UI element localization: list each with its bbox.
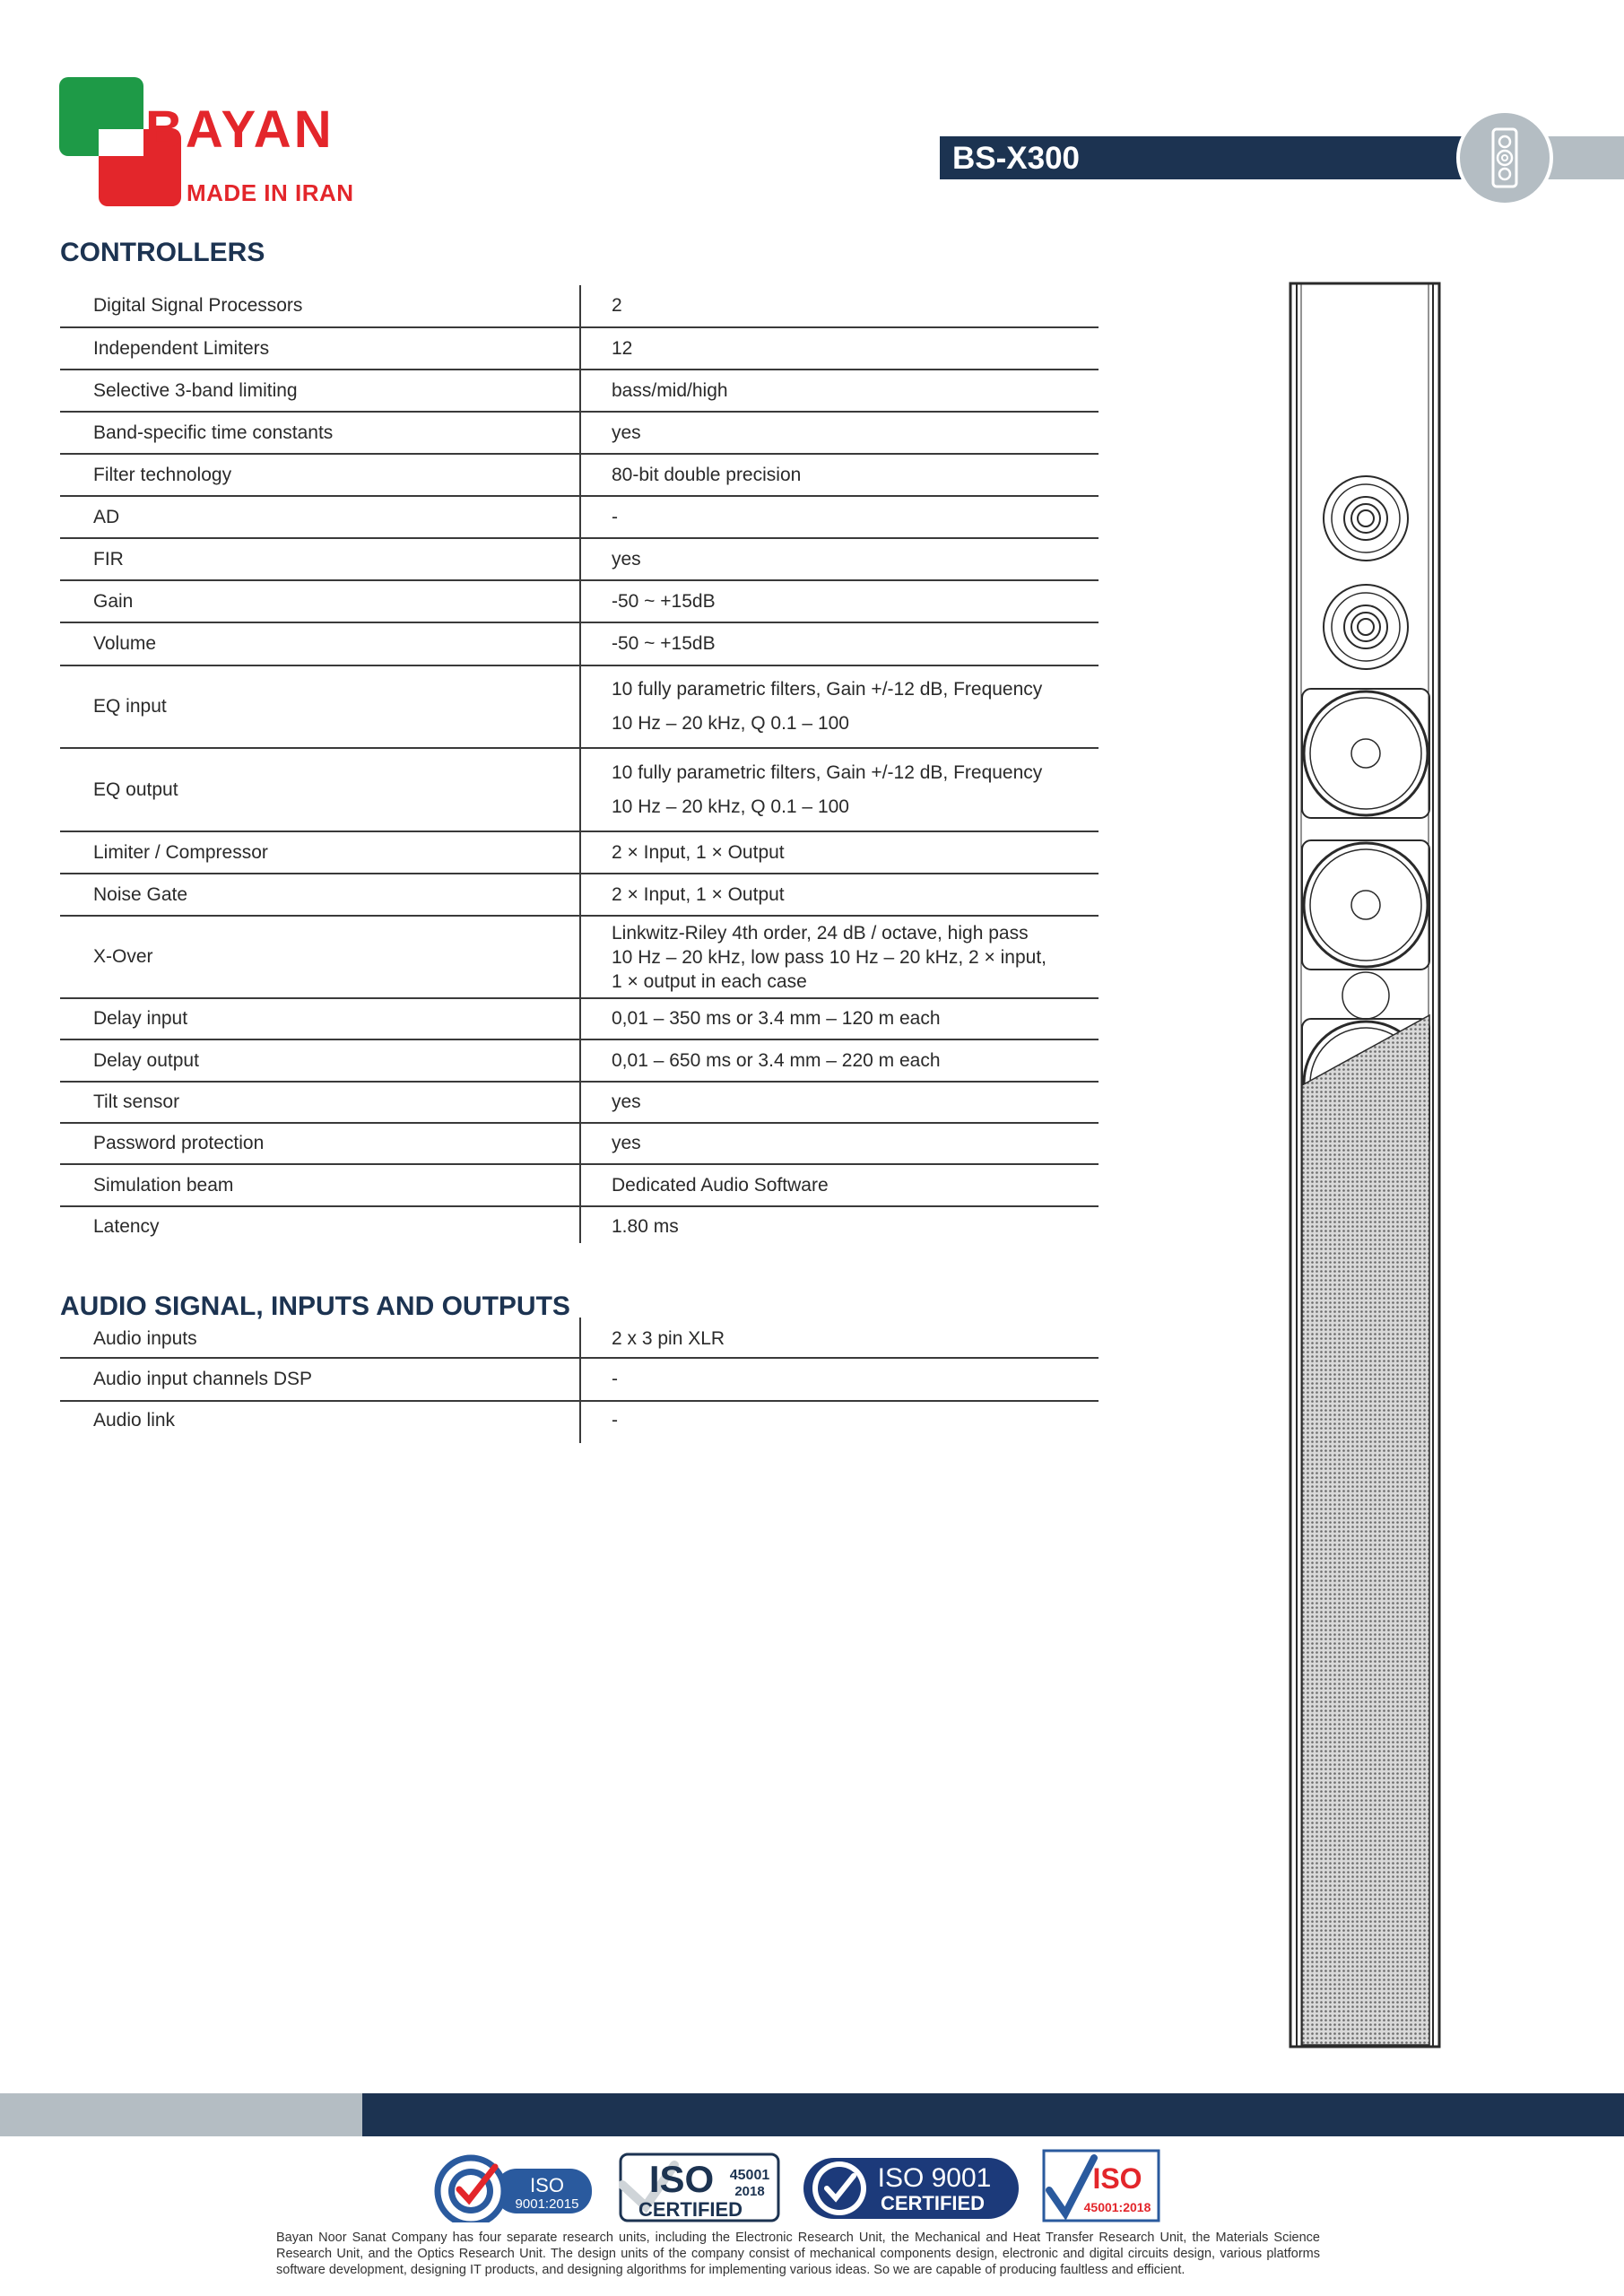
spec-value-line: 12 <box>612 337 633 359</box>
spec-value-line: 2 <box>612 295 622 316</box>
spec-value-line: yes <box>612 422 641 443</box>
spec-row <box>60 623 1099 666</box>
spec-value-line: 10 Hz – 20 kHz, low pass 10 Hz – 20 kHz, 2 × input, <box>612 946 1046 968</box>
cert-text: ISO 9001 <box>877 2163 992 2193</box>
logo-tagline: MADE IN IRAN <box>187 179 354 206</box>
spec-row <box>60 749 1099 832</box>
footer-navy-bar <box>362 2093 1624 2136</box>
speaker-column-drawing <box>1288 278 1449 2054</box>
spec-row <box>60 285 1099 328</box>
spec-row <box>60 1402 1099 1439</box>
cert-text: 9001:2015 <box>515 2196 579 2212</box>
spec-row <box>60 497 1099 539</box>
footer-grey-bar <box>0 2093 362 2136</box>
spec-label: Gain <box>93 590 134 612</box>
cert-text: CERTIFIED <box>638 2198 743 2221</box>
spec-value-line: bass/mid/high <box>612 379 728 401</box>
spec-value-line: 10 Hz – 20 kHz, Q 0.1 – 100 <box>612 796 849 817</box>
spec-row <box>60 455 1099 497</box>
spec-label: Tilt sensor <box>93 1091 180 1112</box>
controllers-table <box>60 285 1099 1247</box>
spec-value <box>612 497 1099 537</box>
spec-value <box>612 1040 1099 1081</box>
spec-row <box>60 666 1099 749</box>
bayan-logo <box>59 77 355 212</box>
cert-text: ISO <box>648 2158 715 2200</box>
spec-value <box>612 581 1099 622</box>
spec-row <box>60 874 1099 917</box>
spec-value <box>612 999 1099 1039</box>
spec-value <box>612 917 1099 997</box>
cert-text: 45001 <box>729 2168 770 2183</box>
spec-value-line: 10 fully parametric filters, Gain +/-12 dB, Frequency <box>612 679 1043 700</box>
spec-label: Digital Signal Processors <box>93 295 303 316</box>
spec-value <box>612 413 1099 453</box>
spec-row <box>60 370 1099 413</box>
spec-label: Selective 3-band limiting <box>93 379 298 401</box>
spec-value-line: 80-bit double precision <box>612 464 802 485</box>
cert-text: ISO <box>1092 2162 1142 2195</box>
speaker-thumbnail-icon <box>1456 109 1553 206</box>
spec-label: Latency <box>93 1216 160 1237</box>
spec-label: EQ output <box>93 778 178 800</box>
spec-value-line: 0,01 – 650 ms or 3.4 mm – 220 m each <box>612 1049 941 1071</box>
spec-label: Delay output <box>93 1049 199 1071</box>
spec-value <box>612 749 1099 831</box>
spec-value-line: - <box>612 1369 618 1389</box>
spec-value <box>612 623 1099 665</box>
spec-value-line: Dedicated Audio Software <box>612 1174 829 1196</box>
spec-label: EQ input <box>93 696 167 717</box>
spec-row <box>60 1359 1099 1402</box>
spec-value-line: 1 × output in each case <box>612 970 807 992</box>
speaker-grille <box>1302 1015 1429 2045</box>
spec-value-line: - <box>612 506 618 527</box>
spec-label: AD <box>93 506 120 527</box>
company-description: Bayan Noor Sanat Company has four separate research units, including the Electronic Research Unit, the Mechanical and Heat Transfer Research Unit, the Materials Science Research Unit, and the Optics Research Unit. The design units of the company consist of mechanical components design, electronic and digital circuits design, various platforms software development, designing IT products, and designing algorithms for implementing various ideas. So we are capable of producing faultless and efficient. <box>276 2231 1320 2277</box>
spec-value-line: yes <box>612 1133 641 1153</box>
spec-label: Simulation beam <box>93 1174 234 1196</box>
spec-value <box>612 1083 1099 1122</box>
iso-45001-2018-badge <box>1042 2149 1162 2222</box>
spec-value-line: 10 fully parametric filters, Gain +/-12 dB, Frequency <box>612 761 1043 783</box>
spec-value <box>612 285 1099 326</box>
spec-value-line: -50 ~ +15dB <box>612 633 716 654</box>
spec-value-line: yes <box>612 548 641 570</box>
spec-value-line: 0,01 – 350 ms or 3.4 mm – 120 m each <box>612 1008 941 1029</box>
model-name: BS-X300 <box>952 141 1081 176</box>
controllers-title: CONTROLLERS <box>60 238 265 267</box>
spec-row <box>60 1124 1099 1165</box>
spec-label: Noise Gate <box>93 883 188 905</box>
spec-label: Audio inputs <box>93 1328 197 1349</box>
spec-value-line: 1.80 ms <box>612 1216 679 1237</box>
spec-value <box>612 1207 1099 1247</box>
spec-value <box>612 1318 1099 1357</box>
spec-value-line: yes <box>612 1091 641 1112</box>
logo-brand-name: BAYAN <box>145 100 334 159</box>
spec-label: FIR <box>93 548 124 570</box>
spec-value <box>612 328 1099 369</box>
spec-row <box>60 1040 1099 1083</box>
audio-table <box>60 1318 1099 1439</box>
spec-label: Filter technology <box>93 464 232 485</box>
iso-45001-certified-badge <box>619 2149 782 2222</box>
spec-value-line: 2 x 3 pin XLR <box>612 1328 725 1349</box>
spec-value-line: Linkwitz-Riley 4th order, 24 dB / octave, high pass <box>612 922 1029 944</box>
spec-row <box>60 1207 1099 1247</box>
spec-value <box>612 370 1099 411</box>
spec-row <box>60 328 1099 370</box>
spec-row <box>60 1318 1099 1359</box>
spec-row <box>60 539 1099 581</box>
iso-9001-certified-badge <box>802 2149 1020 2222</box>
spec-row <box>60 413 1099 455</box>
model-banner <box>940 136 1524 179</box>
spec-label: Audio input channels DSP <box>93 1369 312 1389</box>
spec-value <box>612 1359 1099 1400</box>
spec-row <box>60 917 1099 999</box>
spec-value <box>612 1165 1099 1205</box>
spec-value <box>612 832 1099 873</box>
spec-row <box>60 581 1099 623</box>
logo-white-notch <box>99 129 143 156</box>
spec-label: Independent Limiters <box>93 337 270 359</box>
spec-value-line: 10 Hz – 20 kHz, Q 0.1 – 100 <box>612 713 849 734</box>
spec-value <box>612 539 1099 579</box>
spec-value-line: -50 ~ +15dB <box>612 590 716 612</box>
spec-value <box>612 455 1099 495</box>
audio-section-title: AUDIO SIGNAL, INPUTS AND OUTPUTS <box>60 1292 570 1321</box>
spec-value-line: 2 × Input, 1 × Output <box>612 883 785 905</box>
spec-row <box>60 1165 1099 1207</box>
cert-text: 2018 <box>734 2184 765 2199</box>
spec-label: Delay input <box>93 1008 188 1029</box>
spec-value <box>612 1402 1099 1439</box>
spec-value-line: 2 × Input, 1 × Output <box>612 841 785 863</box>
cert-text: ISO <box>530 2174 564 2196</box>
spec-row <box>60 999 1099 1040</box>
spec-label: Limiter / Compressor <box>93 841 268 863</box>
spec-row <box>60 1083 1099 1124</box>
cert-text: 45001:2018 <box>1083 2200 1151 2214</box>
spec-value <box>612 874 1099 915</box>
spec-value <box>612 666 1099 747</box>
spec-label: Audio link <box>93 1410 176 1431</box>
spec-label: Band-specific time constants <box>93 422 334 443</box>
cert-text: CERTIFIED <box>880 2192 986 2214</box>
spec-label: X-Over <box>93 946 153 967</box>
spec-label: Password protection <box>93 1133 265 1153</box>
spec-value-line: - <box>612 1410 618 1431</box>
iso-9001-2015-badge <box>432 2149 595 2222</box>
spec-value <box>612 1124 1099 1163</box>
spec-label: Volume <box>93 633 157 654</box>
spec-row <box>60 832 1099 874</box>
